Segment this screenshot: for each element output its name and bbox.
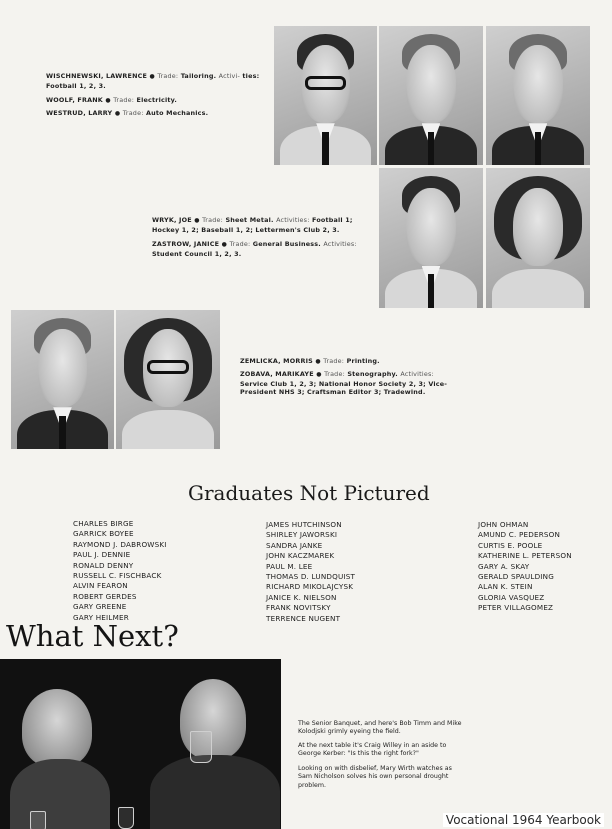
caption-wischnewski — [46, 72, 260, 90]
portrait-face — [38, 329, 87, 407]
graduate-name: SHIRLEY JAWORSKI — [266, 530, 338, 540]
portrait-wischnewski — [274, 26, 377, 165]
student-name: WESTRUD, LARRY — [46, 109, 113, 117]
banquet-woman — [22, 689, 92, 767]
student-name: WOOLF, FRANK — [46, 96, 103, 104]
banquet-glass — [30, 811, 46, 829]
caption-wryk — [152, 216, 366, 234]
graduate-name: PAUL M. LEE — [266, 561, 313, 571]
student-name: WISCHNEWSKI, LAWRENCE — [46, 72, 148, 80]
graduate-name: JOHN OHMAN — [478, 520, 529, 529]
graduate-name: FRANK NOVITSKY — [266, 603, 331, 613]
graduate-name: GERALD SPAULDING — [478, 572, 554, 582]
portrait-woolf — [379, 26, 483, 165]
graduate-name: RUSSELL C. FISCHBACK — [73, 571, 162, 581]
portrait-tie — [428, 274, 434, 308]
trade-label: Trade: — [324, 370, 345, 378]
portrait-tie — [59, 416, 65, 449]
trade-label: Trade: — [323, 357, 345, 365]
trade-value: Stenography. — [347, 370, 398, 378]
portrait-glasses — [305, 76, 346, 90]
bullet-icon: ● — [105, 97, 111, 104]
activities-label: Activities: — [323, 240, 357, 248]
bullet-icon: ● — [194, 217, 200, 224]
portrait-face — [406, 188, 456, 266]
graduate-name: AMUND C. PEDERSON — [478, 530, 561, 540]
portrait-zastrow — [486, 168, 590, 308]
graduate-name: JOHN KACZMAREK — [266, 551, 335, 561]
portrait-tie — [322, 132, 328, 165]
yearbook-footer: Vocational 1964 Yearbook — [443, 813, 604, 827]
senior-banquet-photo — [0, 659, 281, 829]
bullet-icon: ● — [315, 358, 321, 365]
student-name: ZOBAVA, MARIKAYE — [240, 370, 314, 378]
activities-label: Activities: — [276, 216, 310, 224]
caption-woolf — [46, 96, 260, 106]
activities-value: Football 1; Hockey 1, 2; Baseball 1, 2; Lettermen's Club 2, 3. — [152, 216, 353, 234]
portrait-glasses — [147, 360, 189, 374]
graduate-name: GARRICK BOYEE — [73, 529, 134, 539]
trade-label: Trade: — [157, 72, 179, 80]
graduate-name: RONALD DENNY — [73, 560, 134, 570]
graduates-column-3 — [478, 520, 572, 614]
portrait-tie — [535, 132, 541, 165]
student-name: WRYK, JOE — [152, 216, 192, 224]
portrait-face — [513, 45, 563, 123]
graduate-name: KATHERINE L. PETERSON — [478, 551, 572, 561]
graduate-name: THOMAS D. LUNDQUIST — [266, 572, 356, 582]
what-next-title: What Next? — [6, 619, 179, 653]
bullet-icon: ● — [221, 241, 228, 248]
trade-value: Tailoring. — [180, 72, 217, 80]
caption-zemlicka — [240, 357, 454, 367]
banquet-story-2: At the next table it's Craig Willey in an aside to George Kerber: "Is this the right fork?" — [298, 742, 447, 758]
trade-value: General Business. — [252, 240, 321, 248]
portrait-blouse — [492, 269, 584, 308]
graduate-name: GLORIA VASQUEZ — [478, 592, 545, 602]
activities-label: Activi- — [218, 72, 240, 80]
trade-value: Sheet Metal. — [225, 216, 274, 224]
student-name: ZASTROW, JANICE — [152, 240, 220, 248]
graduate-name: PAUL J. DENNIE — [73, 550, 131, 560]
banquet-story-3: Looking on with disbelief, Mary Wirth watches as Sam Nicholson solves his own personal drought problem. — [298, 765, 452, 789]
bullet-icon: ● — [316, 371, 322, 378]
activities-value: Service Club 1, 2, 3; National Honor Society 2, 3; Vice-President NHS 3; Craftsman Editor 3; Tradewind. — [240, 379, 448, 397]
portrait-face — [513, 188, 563, 266]
graduate-name: GARY GREENE — [73, 602, 127, 612]
graduate-name: RICHARD MIKOLAJCYSK — [266, 582, 354, 592]
trade-label: Trade: — [202, 216, 223, 224]
banquet-glass — [190, 731, 212, 763]
portrait-zobava — [116, 310, 220, 449]
graduates-title: Graduates Not Pictured — [188, 481, 430, 505]
graduate-name: JAMES HUTCHINSON — [266, 520, 342, 529]
bullet-icon: ● — [114, 110, 121, 117]
graduates-column-1 — [73, 519, 167, 623]
trade-label: Trade: — [122, 109, 144, 117]
bullet-icon: ● — [149, 73, 155, 80]
graduate-name: SANDRA JANKE — [266, 540, 323, 550]
trade-value: Printing. — [346, 357, 380, 365]
graduate-name: JANICE K. NIELSON — [266, 592, 337, 602]
graduate-name: GARY A. SKAY — [478, 561, 530, 571]
student-name: ZEMLICKA, MORRIS — [240, 357, 313, 365]
portrait-blouse — [122, 410, 214, 449]
caption-zobava — [240, 370, 454, 397]
banquet-man-body — [150, 755, 280, 829]
portrait-tie — [428, 132, 434, 165]
caption-westrud — [46, 109, 260, 119]
trade-value: Electricity. — [136, 96, 178, 104]
portrait-zemlicka — [11, 310, 114, 449]
trade-value: Auto Mechanics. — [146, 109, 209, 117]
caption-zastrow — [152, 240, 366, 258]
graduate-name: CHARLES BIRGE — [73, 519, 134, 528]
activities-value: Student Council 1, 2, 3. — [152, 249, 242, 258]
portrait-wryk — [379, 168, 483, 308]
graduate-name: ALVIN FEARON — [73, 581, 128, 591]
graduate-name: TERRENCE NUGENT — [266, 613, 341, 623]
banquet-story-1: The Senior Banquet, and here's Bob Timm and Mike Kolodjski grimly eyeing the field. — [298, 720, 462, 736]
graduate-name: CURTIS E. POOLE — [478, 540, 543, 550]
graduate-name: PETER VILLAGOMEZ — [478, 603, 554, 613]
portrait-face — [406, 45, 456, 123]
banquet-woman-body — [10, 759, 110, 829]
graduate-name: GARY HEILMER — [73, 612, 129, 622]
graduate-name: RAYMOND J. DABROWSKI — [73, 539, 167, 549]
activities-label: Activities: — [400, 370, 434, 378]
trade-label: Trade: — [229, 240, 251, 248]
trade-label: Trade: — [113, 96, 135, 104]
graduate-name: ALAN K. STEIN — [478, 582, 533, 592]
graduate-name: ROBERT GERDES — [73, 591, 137, 601]
activities-value: ties: Football 1, 2, 3. — [46, 72, 260, 90]
banquet-glass — [118, 807, 134, 829]
graduates-column-2 — [266, 520, 355, 624]
portrait-westrud — [486, 26, 590, 165]
